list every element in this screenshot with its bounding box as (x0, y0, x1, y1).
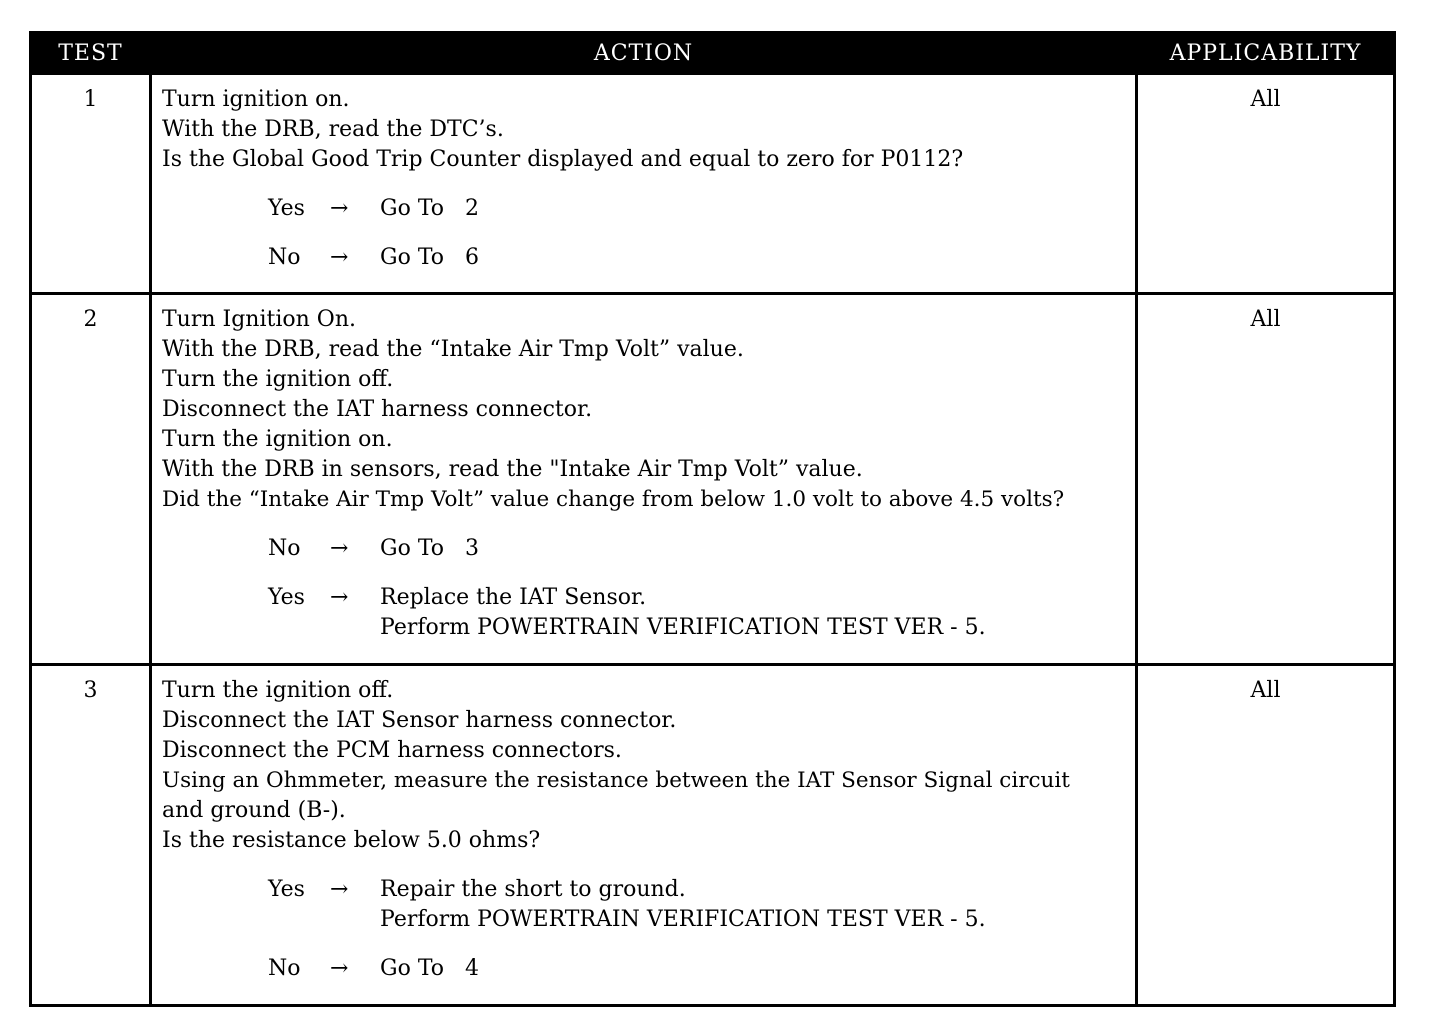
outcome-result-line: Go To 6 (380, 245, 479, 270)
outcome-result-line: Repair the short to ground. (380, 877, 686, 902)
action-step: Disconnect the PCM harness connectors. (162, 738, 622, 763)
outcome-result (380, 534, 479, 564)
action-step: With the DRB, read the “Intake Air Tmp Volt” value. (162, 337, 744, 362)
action-step: and ground (B-). (162, 798, 346, 823)
outcome-list (162, 534, 1129, 643)
right-arrow-icon: → (330, 536, 349, 561)
right-arrow-icon: → (330, 956, 349, 981)
table-row (31, 294, 1395, 665)
action-step: Turn the ignition off. (162, 367, 394, 392)
header-action: ACTION (151, 33, 1137, 74)
right-arrow-icon: → (330, 877, 349, 902)
outcome-result-line: Go To 4 (380, 956, 479, 981)
header-applicability: APPLICABILITY (1137, 33, 1395, 74)
outcome-answer: No (268, 956, 301, 981)
outcome-answer: Yes (268, 877, 305, 902)
action-step: Turn ignition on. (162, 87, 350, 112)
outcome-result-line: Go To 3 (380, 536, 479, 561)
outcome-answer: Yes (268, 196, 305, 221)
action-step: Did the “Intake Air Tmp Volt” value change from below 1.0 volt to above 4.5 volts? (162, 487, 1065, 512)
outcome-list (162, 194, 1129, 273)
outcome-list (162, 875, 1129, 984)
outcome (162, 534, 1129, 564)
test-number: 2 (31, 294, 151, 665)
table-row (31, 665, 1395, 1006)
outcome (162, 194, 1129, 224)
action-step: Disconnect the IAT Sensor harness connector. (162, 708, 677, 733)
action-cell (151, 294, 1137, 665)
applicability-cell: All (1137, 74, 1395, 294)
outcome (162, 875, 1129, 935)
action-step: Disconnect the IAT harness connector. (162, 397, 593, 422)
outcome-result (380, 243, 479, 273)
action-step: Is the Global Good Trip Counter displayed and equal to zero for P0112? (162, 147, 964, 172)
action-step: Turn the ignition on. (162, 427, 393, 452)
applicability-cell: All (1137, 294, 1395, 665)
action-step: Turn Ignition On. (162, 307, 356, 332)
right-arrow-icon: → (330, 196, 349, 221)
action-step: Is the resistance below 5.0 ohms? (162, 828, 541, 853)
table-row (31, 74, 1395, 294)
outcome-result-line: Perform POWERTRAIN VERIFICATION TEST VER - 5. (380, 907, 986, 932)
action-step: With the DRB, read the DTC’s. (162, 117, 504, 142)
test-number: 1 (31, 74, 151, 294)
right-arrow-icon: → (330, 585, 349, 610)
outcome (162, 583, 1129, 643)
action-cell (151, 665, 1137, 1006)
right-arrow-icon: → (330, 245, 349, 270)
action-step: Using an Ohmmeter, measure the resistance between the IAT Sensor Signal circuit (162, 768, 1070, 793)
outcome-result (380, 194, 479, 224)
outcome-answer: No (268, 245, 301, 270)
diagnostic-test-table (29, 31, 1396, 1007)
outcome-result-line: Go To 2 (380, 196, 479, 221)
test-number: 3 (31, 665, 151, 1006)
action-step: With the DRB in sensors, read the "Intake Air Tmp Volt” value. (162, 457, 863, 482)
outcome (162, 243, 1129, 273)
header-row (31, 33, 1395, 74)
outcome-result (380, 954, 479, 984)
header-test: TEST (31, 33, 151, 74)
outcome-answer: No (268, 536, 301, 561)
outcome (162, 954, 1129, 984)
outcome-result (380, 875, 986, 935)
action-step: Turn the ignition off. (162, 678, 394, 703)
outcome-result-line: Perform POWERTRAIN VERIFICATION TEST VER - 5. (380, 615, 986, 640)
action-cell (151, 74, 1137, 294)
outcome-result (380, 583, 986, 643)
outcome-result-line: Replace the IAT Sensor. (380, 585, 647, 610)
applicability-cell: All (1137, 665, 1395, 1006)
outcome-answer: Yes (268, 585, 305, 610)
